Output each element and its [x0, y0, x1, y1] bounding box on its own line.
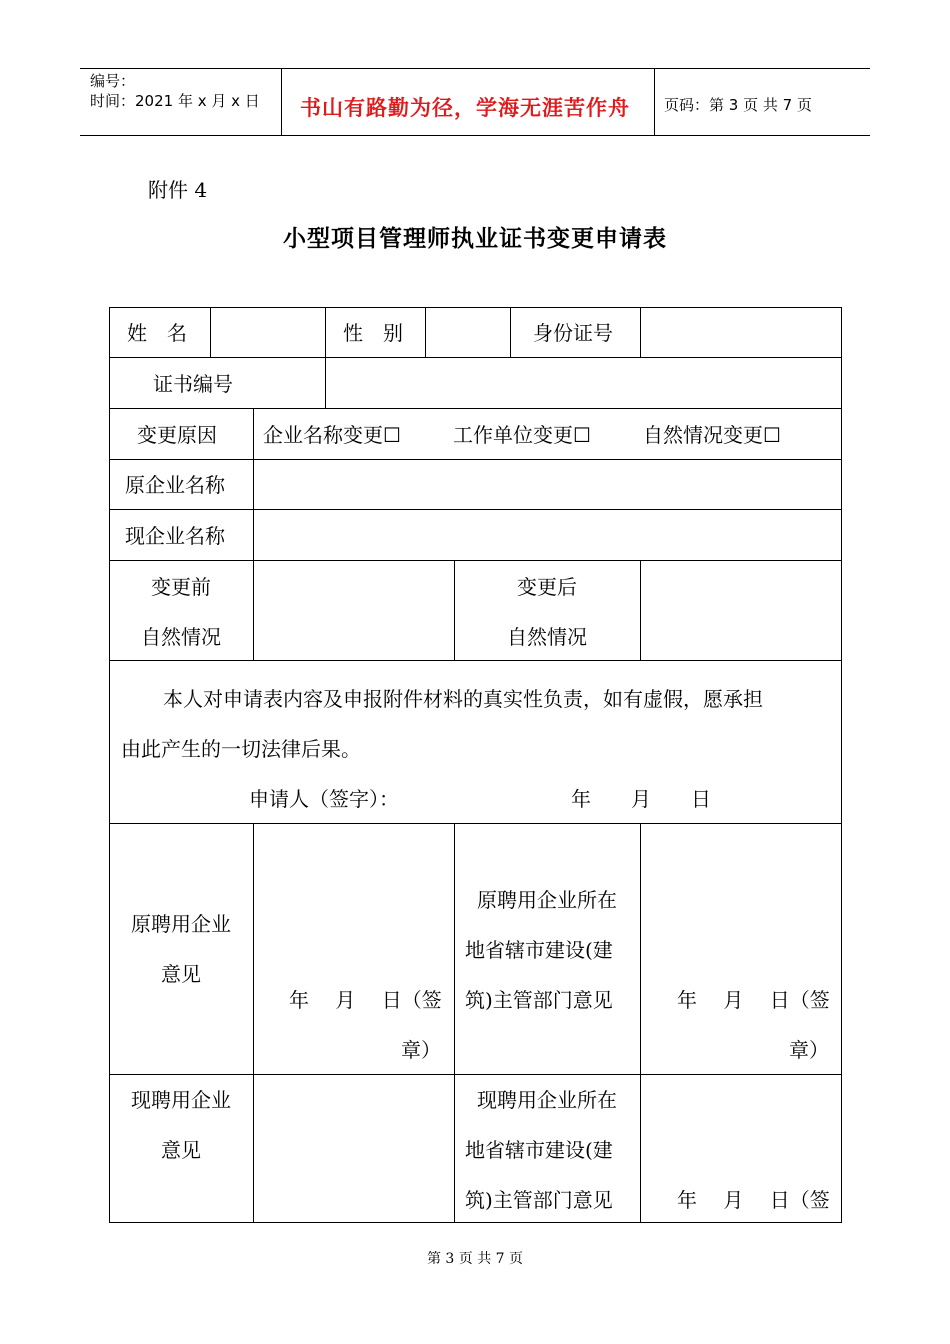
header-divider [654, 68, 655, 136]
col-line [325, 307, 326, 358]
application-form [109, 307, 842, 1223]
new-dept-date-sign: 年 月 日（签 [677, 1188, 830, 1212]
applicant-signature-label: 申请人（签字）： [249, 787, 399, 811]
table-border [841, 307, 842, 1223]
row-line [109, 459, 842, 460]
header-divider [281, 68, 282, 136]
col-line [640, 823, 641, 1223]
col-line [253, 408, 254, 661]
reason-option-employer[interactable]: 工作单位变更☐ [453, 423, 591, 447]
motto-text: 书山有路勤为径，学海无涯苦作舟 [300, 96, 630, 120]
old-employer-label-line1: 原聘用企业 [131, 912, 231, 936]
page-footer: 第 3 页 共 7 页 [426, 1251, 524, 1267]
col-line [210, 307, 211, 358]
row-line [109, 660, 842, 661]
row-line [109, 823, 842, 824]
row-line [109, 1074, 842, 1075]
document-number-label: 编号： [90, 72, 136, 90]
reason-option-personal-info[interactable]: 自然情况变更☐ [643, 423, 781, 447]
row-line [109, 408, 842, 409]
old-dept-label-line1: 原聘用企业所在 [477, 888, 617, 912]
before-label-line2: 自然情况 [141, 625, 221, 649]
col-line [325, 357, 326, 409]
name-label: 姓 名 [127, 321, 187, 345]
row-line [109, 357, 842, 358]
page-info: 页码：第 3 页 共 7 页 [664, 96, 812, 114]
new-dept-label-line2: 地省辖市建设(建 [465, 1138, 613, 1162]
col-line [253, 823, 254, 1223]
col-line [640, 307, 641, 358]
change-reason-label: 变更原因 [137, 423, 217, 447]
col-line [425, 307, 426, 358]
table-border [109, 307, 110, 1223]
attachment-label: 附件 4 [148, 178, 208, 202]
table-border [109, 1222, 842, 1223]
row-line [109, 509, 842, 510]
old-dept-label-line2: 地省辖市建设(建 [465, 938, 613, 962]
certificate-number-label: 证书编号 [153, 372, 233, 396]
table-border [109, 307, 842, 308]
after-label-line1: 变更后 [517, 575, 577, 599]
declaration-line1: 本人对申请表内容及申报附件材料的真实性负责，如有虚假，愿承担 [163, 687, 763, 711]
row-line [109, 560, 842, 561]
old-dept-date-sign: 年 月 日（签 [677, 988, 830, 1012]
old-dept-label-line3: 筑)主管部门意见 [465, 988, 613, 1012]
gender-label: 性 别 [343, 321, 403, 345]
document-time-label: 时间：2021 年 x 月 x 日 [90, 92, 260, 110]
old-company-label: 原企业名称 [125, 473, 225, 497]
new-dept-label-line3: 筑)主管部门意见 [465, 1188, 613, 1212]
col-line [640, 560, 641, 661]
col-line [510, 307, 511, 358]
before-label-line1: 变更前 [151, 575, 211, 599]
reason-option-company-name[interactable]: 企业名称变更☐ [263, 423, 401, 447]
new-employer-label-line1: 现聘用企业 [131, 1088, 231, 1112]
new-dept-label-line1: 现聘用企业所在 [477, 1088, 617, 1112]
old-employer-label-line2: 意见 [161, 962, 201, 986]
after-label-line2: 自然情况 [507, 625, 587, 649]
header-top-rule [80, 68, 870, 69]
header-bottom-rule [80, 135, 870, 136]
applicant-date: 年 月 日 [571, 787, 711, 811]
declaration-line2: 由此产生的一切法律后果。 [121, 737, 361, 761]
col-line [454, 823, 455, 1223]
new-employer-label-line2: 意见 [161, 1138, 201, 1162]
old-employer-seal: 章） [401, 1038, 441, 1062]
old-employer-date-sign: 年 月 日（签 [289, 988, 442, 1012]
new-company-label: 现企业名称 [125, 524, 225, 548]
old-dept-seal: 章） [789, 1038, 829, 1062]
id-number-label: 身份证号 [533, 321, 613, 345]
page-title: 小型项目管理师执业证书变更申请表 [283, 225, 667, 252]
